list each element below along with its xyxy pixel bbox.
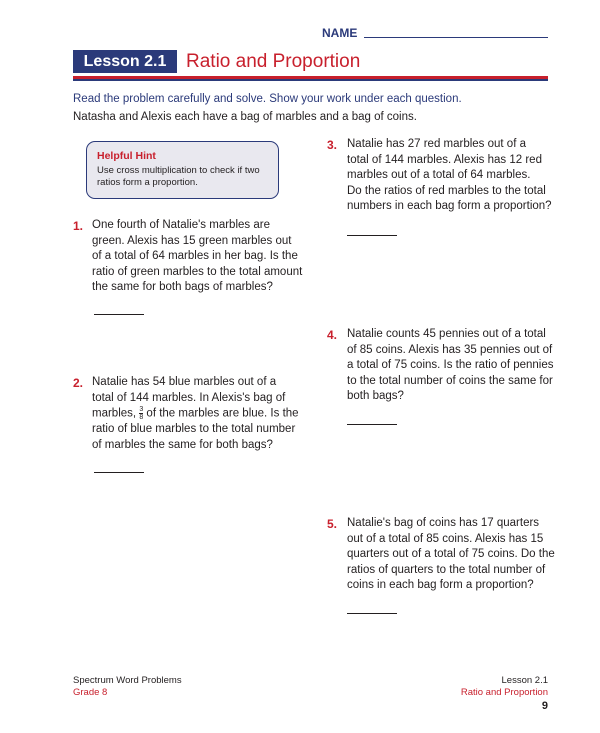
hint-line: ratios form a proportion. <box>97 177 198 188</box>
problem-4-text <box>347 327 554 405</box>
answer-line-3[interactable] <box>347 235 397 236</box>
fraction-three-eighths <box>139 406 143 421</box>
problem-line: ratio of blue marbles to the total number <box>92 423 296 436</box>
problem-line: of a total of 64 marbles in her bag. Is the <box>92 250 298 262</box>
footer-lesson-title: Ratio and Proportion <box>460 687 548 698</box>
problem-line: numbers in each bag form a proportion? <box>347 200 552 212</box>
problem-line: Natalie counts 45 pennies out of a total <box>347 328 546 340</box>
hint-title: Helpful Hint <box>97 150 156 162</box>
problem-number: 2. <box>73 376 84 390</box>
footer-book-title: Spectrum Word Problems <box>73 675 182 686</box>
problem-line: Natalie's bag of coins has 17 quarters <box>347 517 540 529</box>
problem-number: 1. <box>73 219 84 233</box>
intro-text: Natasha and Alexis each have a bag of marbles and a bag of coins. <box>73 111 417 123</box>
problem-line: total of 144 marbles. Alexis has 12 red <box>347 153 542 166</box>
problem-line: quarters out of a total of 75 coins. Do the <box>347 548 555 560</box>
name-line[interactable] <box>364 37 548 38</box>
problem-1-text <box>92 218 302 296</box>
problem-line: Natalie has 27 red marbles out of a <box>347 138 526 150</box>
lesson-number: Lesson 2.1 <box>73 50 177 73</box>
problem-text-fragment: of the marbles are blue. Is the <box>146 407 299 420</box>
header-rule-navy <box>73 79 548 81</box>
problem-5-text <box>347 516 555 594</box>
problem-line: total of 144 marbles. In Alexis's bag of <box>92 391 286 404</box>
problem-line: the same for both bags of marbles? <box>92 281 273 293</box>
problem-line: ratios of quarters to the total number of <box>347 563 546 576</box>
problem-line: to the total number of coins the same for <box>347 374 553 387</box>
problem-text-fragment: marbles, <box>92 407 137 420</box>
lesson-title: Ratio and Proportion <box>186 51 361 72</box>
problem-line: of 85 coins. Alexis has 35 pennies out of <box>347 343 553 356</box>
problem-line: Do the ratios of red marbles to the total <box>347 184 546 197</box>
problem-line: both bags? <box>347 390 404 402</box>
fraction-denominator: 8 <box>139 414 144 421</box>
footer-grade: Grade 8 <box>73 687 108 698</box>
problem-line: One fourth of Natalie's marbles are <box>92 219 270 231</box>
problem-line: green. Alexis has 15 green marbles out <box>92 234 292 247</box>
answer-line-5[interactable] <box>347 613 397 614</box>
problem-number: 4. <box>327 328 338 342</box>
instructions: Read the problem carefully and solve. Show your work under each question. <box>73 93 462 105</box>
name-label: NAME <box>322 26 358 40</box>
fraction-numerator: 3 <box>139 406 144 413</box>
problem-2-text <box>92 375 299 453</box>
problem-line: out of a total of 85 coins. Alexis has 15 <box>347 532 544 545</box>
problem-number: 5. <box>327 517 338 531</box>
hint-line: Use cross multiplication to check if two <box>97 165 260 176</box>
problem-line: of marbles the same for both bags? <box>92 438 273 451</box>
answer-line-1[interactable] <box>94 314 144 315</box>
problem-number: 3. <box>327 138 338 152</box>
problem-line-fraction <box>92 406 299 422</box>
problem-3-text <box>347 137 552 215</box>
problem-line: Natalie has 54 blue marbles out of a <box>92 376 277 388</box>
problem-line: marbles out of a total of 64 marbles. <box>347 169 531 181</box>
helpful-hint-box <box>86 141 279 199</box>
answer-line-2[interactable] <box>94 472 144 473</box>
page-number: 9 <box>541 700 548 712</box>
footer-lesson: Lesson 2.1 <box>501 675 548 686</box>
answer-line-4[interactable] <box>347 424 397 425</box>
problem-line: a total of 75 coins. Is the ratio of pennies <box>347 359 554 371</box>
problem-line: ratio of green marbles to the total amount <box>92 265 303 278</box>
problem-line: coins in each bag form a proportion? <box>347 579 534 591</box>
